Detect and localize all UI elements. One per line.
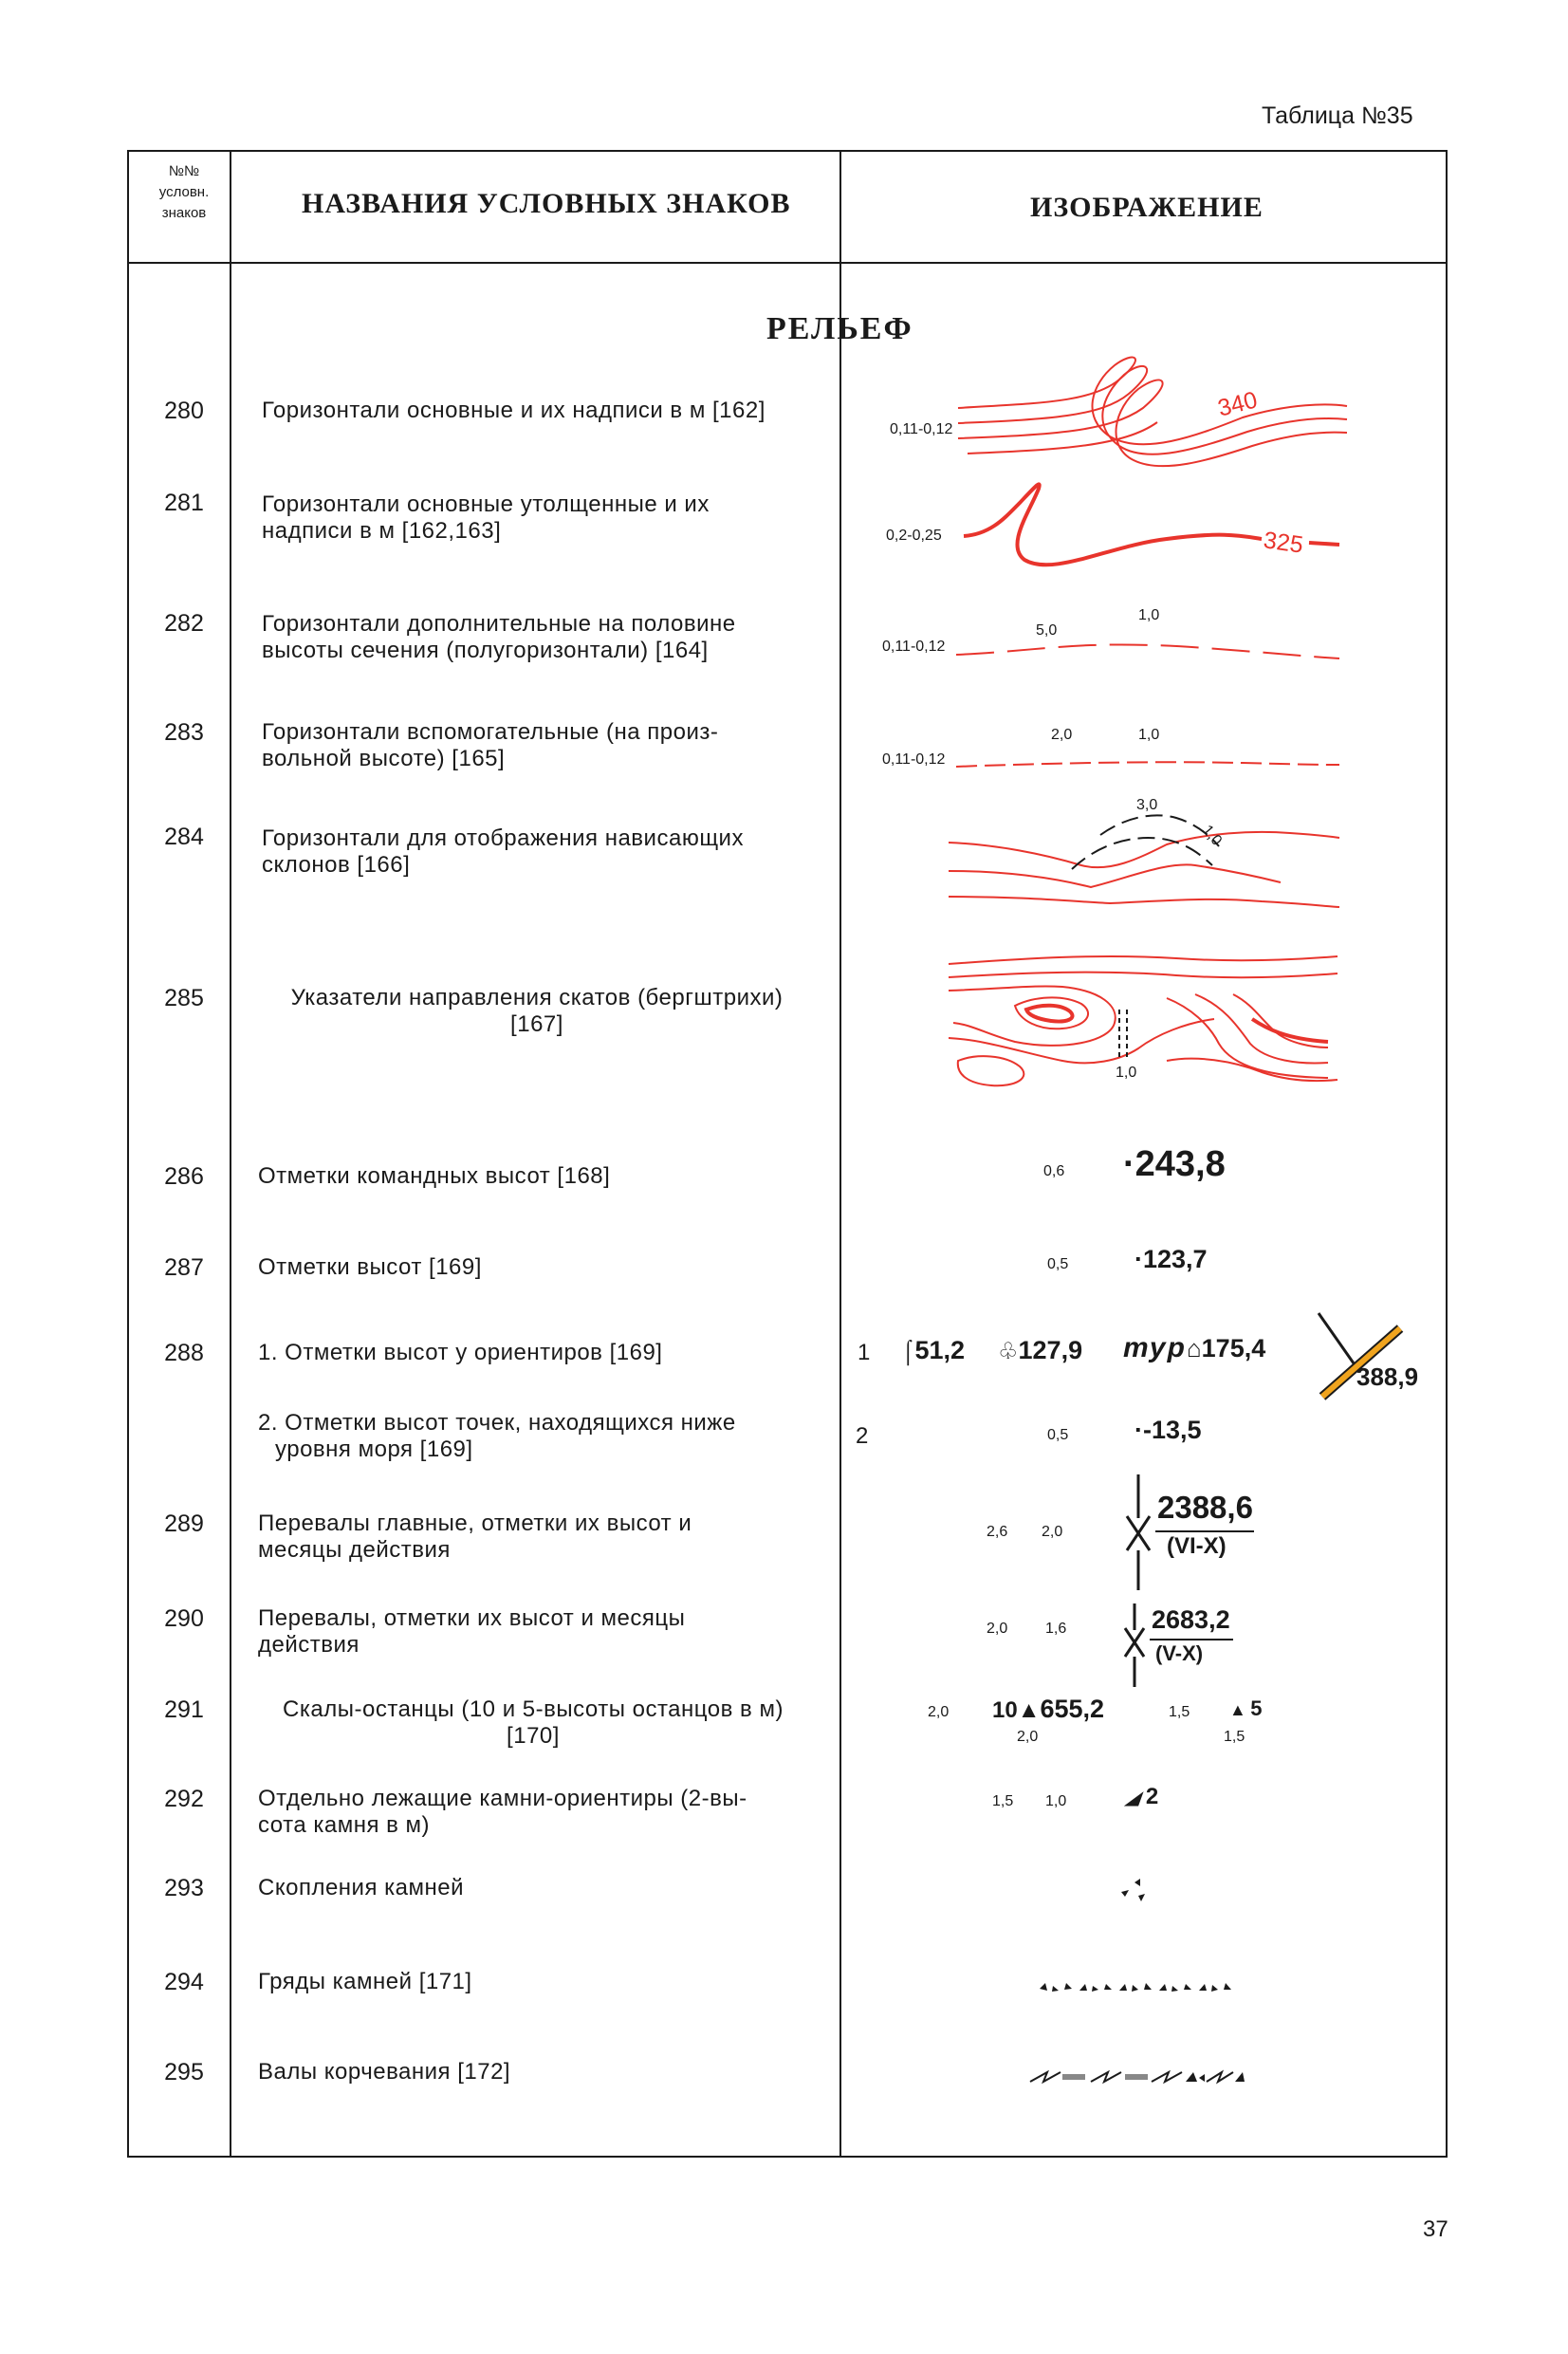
landmark-height-4: 388,9: [1356, 1362, 1419, 1391]
rock-icon: ▲: [1017, 1697, 1041, 1723]
row-name: Отметки высот [169]: [258, 1254, 482, 1280]
row-number: 295: [164, 2059, 204, 2085]
landmark-icon: ⌠: [901, 1339, 915, 1364]
row-name: 1. Отметки высот у ориентиров [169]: [258, 1340, 663, 1365]
row-number: 285: [164, 985, 204, 1011]
row-name: Отдельно лежащие камни-ориентиры (2-вы- сота камня в м): [258, 1786, 747, 1838]
cairn-icon: ⌂: [1186, 1334, 1202, 1362]
table-caption: Таблица №35: [1262, 102, 1413, 129]
row-number: 292: [164, 1786, 204, 1812]
dim-label: 1,5: [1224, 1729, 1245, 1745]
row-number: 287: [164, 1254, 204, 1281]
row-number: 293: [164, 1875, 204, 1901]
pass-height: 2683,2: [1152, 1605, 1230, 1634]
dim-label: 1,0: [1045, 1793, 1067, 1809]
contour-value-325: 325: [1262, 527, 1305, 559]
row-name: Валы корчевания [172]: [258, 2059, 511, 2085]
sub-index: 2: [856, 1423, 869, 1449]
row-name: Перевалы главные, отметки их высот и месяцы действия: [258, 1511, 692, 1563]
row-number: 288: [164, 1340, 204, 1366]
landmark-height-2: ♧127,9: [998, 1336, 1083, 1364]
section-title: РЕЛЬЕФ: [766, 311, 913, 346]
row-name: Перевалы, отметки их высот и месяцы действия: [258, 1605, 686, 1658]
contour-value-340: 340: [1215, 386, 1261, 422]
dim-label: 1,5: [1169, 1704, 1190, 1720]
header-image-column: ИЗОБРАЖЕНИЕ: [1030, 192, 1264, 223]
row-number: 286: [164, 1163, 204, 1190]
row-name: Указатели направления скатов (бергштрихи) [167]: [290, 985, 784, 1037]
tree-landmark-icon: ♧: [998, 1339, 1019, 1364]
pass-height: 2388,6: [1157, 1490, 1253, 1525]
row-number: 294: [164, 1969, 204, 1995]
row-number: 283: [164, 719, 204, 746]
dim-label: 2,0: [1042, 1524, 1063, 1540]
height-mark: ·123,7: [1134, 1245, 1208, 1273]
dot-size-label: 0,5: [1047, 1256, 1069, 1272]
rock-icon: ▲: [1229, 1700, 1246, 1719]
row-name: Горизонтали вспомогательные (на произ- вольной высоте) [165]: [262, 719, 719, 771]
row-name-sub: 2. Отметки высот точек, находящихся ниже уровня моря [169]: [258, 1410, 736, 1462]
row-number: 282: [164, 610, 204, 637]
dim-label: 2,6: [987, 1524, 1008, 1540]
rock-outlier-small: ▲ 5: [1229, 1696, 1263, 1720]
pass-months: (VI-X): [1167, 1533, 1227, 1559]
line-width-label: 0,2-0,25: [886, 528, 942, 544]
landmark-height-3: тур⌂175,4: [1123, 1332, 1266, 1363]
dim-label: 2,0: [1017, 1729, 1039, 1745]
dim-label: 1,0: [1198, 822, 1226, 849]
dim-label: 1,5: [992, 1793, 1014, 1809]
landmark-height-1: ⌠51,2: [901, 1336, 966, 1364]
row-name: Гряды камней [171]: [258, 1969, 472, 1994]
line-width-label: 0,11-0,12: [882, 639, 946, 655]
dim-label: 1,0: [1138, 607, 1160, 623]
line-width-label: 0,11-0,12: [882, 751, 946, 768]
below-sea-height: ·-13,5: [1134, 1416, 1202, 1444]
dim-label: 1,6: [1045, 1621, 1067, 1637]
dim-label: 5,0: [1036, 622, 1058, 639]
row-name: Горизонтали для отображения нависающих склонов [166]: [262, 825, 744, 878]
dot-size-label: 0,6: [1043, 1163, 1065, 1179]
stone-icon: ◢: [1122, 1788, 1146, 1808]
dot-size-label: 0,5: [1047, 1427, 1069, 1443]
landmark-stone: ◢ 2: [1122, 1784, 1159, 1809]
dim-label: 2,0: [928, 1704, 950, 1720]
header-num-column: №№ условн. знаков: [158, 163, 210, 221]
sub-index: 1: [858, 1340, 871, 1365]
dim-label: 1,0: [1116, 1065, 1137, 1081]
row-name: Горизонтали основные и их надписи в м [162]: [262, 398, 766, 423]
header-names-column: НАЗВАНИЯ УСЛОВНЫХ ЗНАКОВ: [302, 188, 791, 219]
row-number: 289: [164, 1511, 204, 1537]
row-name: Отметки командных высот [168]: [258, 1163, 611, 1189]
row-name: Скалы-останцы (10 и 5-высоты останцов в м) [170]: [283, 1696, 784, 1749]
command-height-mark: ·243,8: [1123, 1144, 1226, 1184]
page-number: 37: [1423, 2216, 1448, 2242]
rock-outlier-large: 10▲655,2: [992, 1695, 1105, 1723]
dim-label: 1,0: [1138, 727, 1160, 743]
row-number: 284: [164, 824, 204, 850]
dim-label: 3,0: [1136, 797, 1158, 813]
row-name: Горизонтали дополнительные на половине высоты сечения (полугоризонтали) [164]: [262, 611, 736, 663]
row-number: 290: [164, 1605, 204, 1632]
pass-months: (V-X): [1155, 1641, 1204, 1665]
dim-label: 2,0: [987, 1621, 1008, 1637]
dim-label: 2,0: [1051, 727, 1073, 743]
row-number: 280: [164, 398, 204, 424]
row-number: 281: [164, 490, 204, 516]
row-name: Скопления камней: [258, 1875, 465, 1900]
row-name: Горизонтали основные утолщенные и их надписи в м [162,163]: [262, 491, 710, 544]
row-number: 291: [164, 1696, 204, 1723]
line-width-label: 0,11-0,12: [890, 421, 953, 437]
